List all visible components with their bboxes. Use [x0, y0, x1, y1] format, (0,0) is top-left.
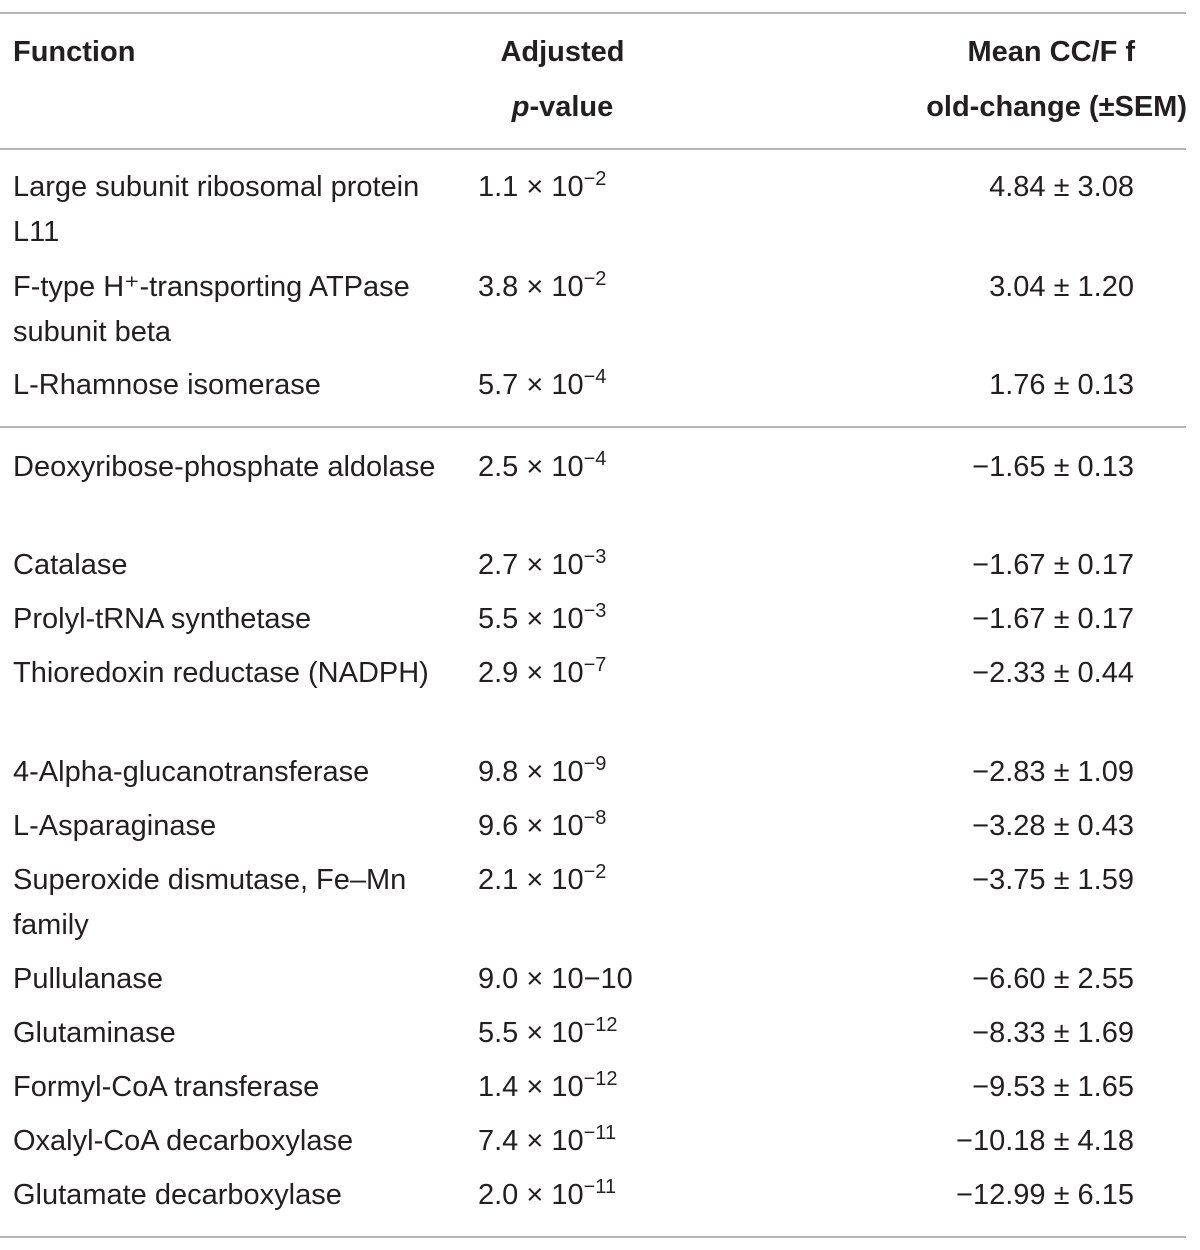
- pvalue-cell: $2.7 \times 10^{-3}$: [478, 546, 607, 581]
- section-rule: [0, 426, 1186, 428]
- function-cell: Prolyl-tRNA synthetase: [13, 603, 312, 635]
- foldchange-cell: −12.99 ± 6.15: [956, 1179, 1134, 1211]
- function-cell: Formyl-CoA transferase: [13, 1071, 320, 1103]
- header-p-italic: p: [511, 91, 530, 123]
- header-adjusted-line2: [470, 90, 655, 124]
- foldchange-cell: −9.53 ± 1.65: [972, 1071, 1134, 1103]
- foldchange-cell: −1.67 ± 0.17: [972, 549, 1134, 581]
- header-rule: [0, 148, 1186, 150]
- foldchange-cell: −1.67 ± 0.17: [972, 603, 1134, 635]
- pvalue-cell: $9.8 \times 10^{-9}$: [478, 753, 607, 788]
- foldchange-cell: −10.18 ± 4.18: [956, 1125, 1134, 1157]
- function-cell: Catalase: [13, 549, 128, 581]
- function-cell: 4-Alpha-glucanotransferase: [13, 756, 370, 788]
- function-cell: Thioredoxin reductase (NADPH): [13, 657, 429, 689]
- pvalue-cell: $1.1 \times 10^{-2}$: [478, 168, 607, 203]
- function-cell: Pullulanase: [13, 963, 163, 995]
- function-cell: Superoxide dismutase, Fe–Mn family: [13, 864, 407, 941]
- pvalue-cell: $2.0 \times 10^{-11}$: [478, 1176, 617, 1211]
- foldchange-cell: −8.33 ± 1.69: [972, 1017, 1134, 1049]
- foldchange-cell: −3.75 ± 1.59: [972, 864, 1134, 896]
- header-function: Function: [13, 36, 136, 68]
- pvalue-cell: $2.5 \times 10^{-4}$: [478, 448, 607, 483]
- function-cell: Oxalyl-CoA decarboxylase: [13, 1125, 354, 1157]
- function-cell: Deoxyribose-phosphate aldolase: [13, 451, 436, 483]
- foldchange-cell: −3.28 ± 0.43: [972, 810, 1134, 842]
- foldchange-cell: −1.65 ± 0.13: [972, 451, 1134, 483]
- header-fold-line2: old-change (±SEM): [926, 91, 1187, 123]
- pvalue-cell: $5.5 \times 10^{-12}$: [478, 1014, 618, 1049]
- foldchange-cell: 1.76 ± 0.13: [989, 369, 1134, 401]
- pvalue-cell: $2.9 \times 10^{-7}$: [478, 654, 607, 689]
- pvalue-cell: $2.1 \times 10^{-2}$: [478, 861, 607, 896]
- foldchange-cell: −2.33 ± 0.44: [972, 657, 1134, 689]
- table-bottom-rule: [0, 1236, 1186, 1238]
- function-cell: L-Rhamnose isomerase: [13, 369, 321, 401]
- pvalue-cell: $5.7 \times 10^{-4}$: [478, 366, 607, 401]
- pvalue-cell: $7.4 \times 10^{-11}$: [478, 1122, 617, 1157]
- header-value-suffix: -value: [529, 91, 614, 123]
- pvalue-cell: $3.8 \times 10^{-2}$: [478, 268, 607, 303]
- table-top-rule: [0, 12, 1186, 14]
- foldchange-cell: −2.83 ± 1.09: [972, 756, 1134, 788]
- foldchange-cell: −6.60 ± 2.55: [972, 963, 1134, 995]
- header-adjusted-line1: Adjusted: [500, 36, 625, 68]
- pvalue-cell: $5.5 \times 10^{-3}$: [478, 600, 607, 635]
- pvalue-cell: $9.6 \times 10^{-8}$: [478, 807, 607, 842]
- function-cell: Glutaminase: [13, 1017, 176, 1049]
- header-fold-line1: Mean CC/F f: [967, 36, 1135, 68]
- function-cell: L-Asparaginase: [13, 810, 217, 842]
- foldchange-cell: 3.04 ± 1.20: [989, 271, 1134, 303]
- function-cell: Glutamate decarboxylase: [13, 1179, 342, 1211]
- pvalue-cell: $1.4 \times 10^{-12}$: [478, 1068, 618, 1103]
- function-cell: Large subunit ribosomal protein L11: [13, 171, 420, 248]
- pvalue-cell: 9.0 × 10−10: [478, 963, 633, 995]
- foldchange-cell: 4.84 ± 3.08: [989, 171, 1134, 203]
- function-cell: F-type H⁺-transporting ATPase subunit beta: [13, 271, 410, 348]
